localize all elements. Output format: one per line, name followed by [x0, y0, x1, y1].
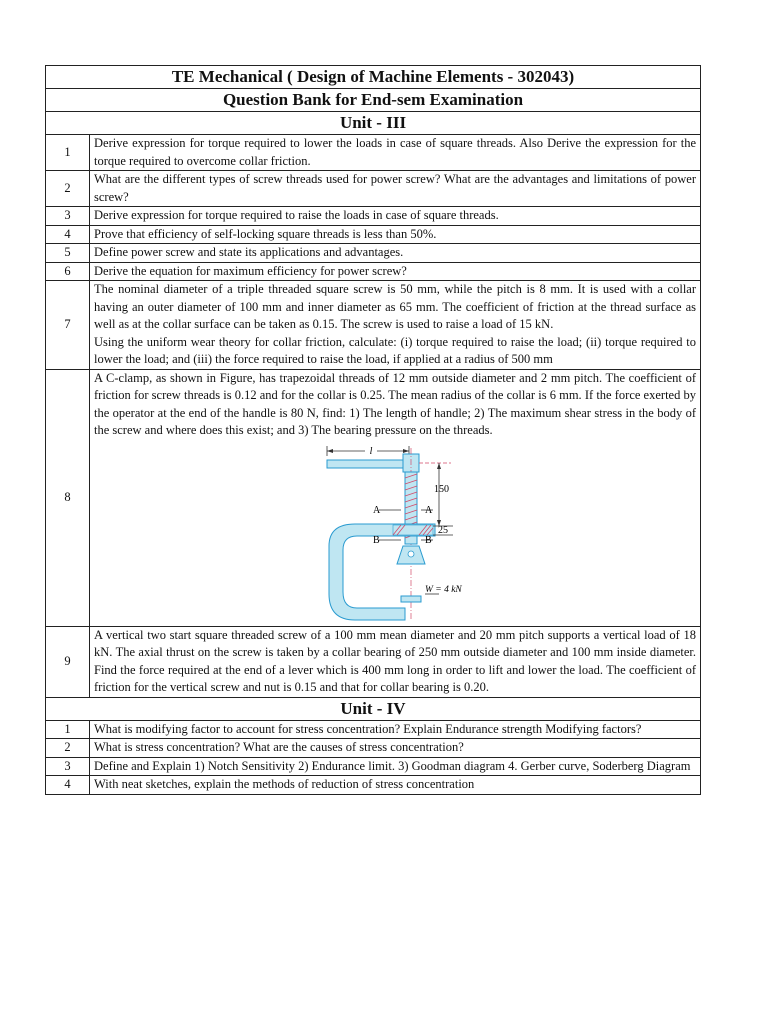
question-number: 6 [46, 262, 90, 281]
question-number: 9 [46, 626, 90, 697]
question-row [46, 757, 701, 776]
question-number: 7 [46, 281, 90, 370]
question-number: 2 [46, 739, 90, 758]
question-text: Prove that efficiency of self-locking square threads is less than 50%. [90, 225, 701, 244]
question-text: With neat sketches, explain the methods of reduction of stress concentration [90, 776, 701, 795]
question-number: 3 [46, 757, 90, 776]
document-subtitle: Question Bank for End-sem Examination [46, 89, 701, 112]
question-row [46, 776, 701, 795]
c-frame [329, 524, 435, 620]
handle-bar [327, 460, 405, 468]
unit-heading: Unit - IV [46, 697, 701, 720]
question-paragraph: A C-clamp, as shown in Figure, has trapezoidal threads of 12 mm outside diameter and 2 mm pitch. The coefficient of friction for screw threads is 0.12 and for the collar is 0.25. The mean radius of the collar is 6 mm. If the force exerted by the operator at the end of the handle is 80 N, find: 1) The length of handle; 2) The maximum shear stress in the body of the screw and where does this exist; and 3) The bearing pressure on the threads. [94, 370, 696, 437]
question-paragraph: Using the uniform wear theory for collar friction, calculate: (i) torque required to raise the load; (ii) torque required to lower the load; and (iii) the force required to raise the load, if applied at a radius of 500 mm [94, 334, 696, 366]
question-bank-table [45, 65, 701, 795]
question-text: Derive expression for torque required to lower the loads in case of square threads. Also Derive the expression for the torque required to overcome collar friction. [90, 135, 701, 171]
unit-heading: Unit - III [46, 112, 701, 135]
section-label-b: B [373, 534, 380, 546]
question-row [46, 135, 701, 171]
question-number: 2 [46, 171, 90, 207]
c-clamp-diagram [315, 442, 475, 624]
question-paragraph: The nominal diameter of a triple threaded square screw is 50 mm, while the pitch is 8 mm. It is used with a collar having an outer diameter of 100 mm and inner diameter as 65 mm. The coefficient of friction at the thread surface as well as at the collar surface can be taken as 0.15. The screw is used to raise a load of 15 kN. [94, 282, 696, 331]
question-row [46, 739, 701, 758]
question-number: 3 [46, 207, 90, 226]
question-number: 4 [46, 225, 90, 244]
document-title: TE Mechanical ( Design of Machine Elements - 302043) [46, 66, 701, 89]
question-row [46, 244, 701, 263]
load-label: W = 4 kN [425, 584, 462, 595]
question-text: Define power screw and state its applications and advantages. [90, 244, 701, 263]
question-row [46, 262, 701, 281]
handle-length-label: l [369, 445, 373, 457]
question-text: A vertical two start square threaded screw of a 100 mm mean diameter and 20 mm pitch supports a vertical load of 18 kN. The axial thrust on the screw is taken by a collar bearing of 250 mm outside diameter and 100 mm inside diameter. Find the force required at the end of a lever which is 400 mm long in order to lift and lower the load. The coefficient of friction for the vertical screw and nut is 0.15 and that for collar bearing is 0.20. [90, 626, 701, 697]
question-number: 1 [46, 135, 90, 171]
question-row [46, 720, 701, 739]
question-text: What is stress concentration? What are the causes of stress concentration? [90, 739, 701, 758]
question-row [46, 369, 701, 626]
question-row [46, 171, 701, 207]
question-text [90, 281, 701, 370]
question-number: 5 [46, 244, 90, 263]
arrow-right-icon [403, 449, 409, 453]
c-clamp-figure [94, 440, 696, 626]
question-number: 4 [46, 776, 90, 795]
question-text: Derive expression for torque required to raise the loads in case of square threads. [90, 207, 701, 226]
anvil [401, 596, 421, 602]
question-text: Define and Explain 1) Notch Sensitivity 2) Endurance limit. 3) Goodman diagram 4. Gerber curve, Soderberg Diagram [90, 757, 701, 776]
dimension-150-label: 150 [434, 483, 449, 495]
question-text: What is modifying factor to account for stress concentration? Explain Endurance strength Modifying factors? [90, 720, 701, 739]
question-row [46, 225, 701, 244]
arrow-left-icon [327, 449, 333, 453]
pad-ball [408, 551, 414, 557]
section-label-a: A [373, 504, 381, 516]
dimension-25-label: 25 [438, 524, 448, 536]
question-text: What are the different types of screw threads used for power screw? What are the advantages and limitations of power screw? [90, 171, 701, 207]
question-row [46, 281, 701, 370]
question-text: Derive the equation for maximum efficiency for power screw? [90, 262, 701, 281]
section-label-a: A [425, 504, 433, 516]
section-label-b: B [425, 534, 432, 546]
question-row [46, 626, 701, 697]
question-row [46, 207, 701, 226]
question-text [90, 369, 701, 626]
question-number: 8 [46, 369, 90, 626]
arrow-up-icon [437, 463, 441, 469]
question-number: 1 [46, 720, 90, 739]
